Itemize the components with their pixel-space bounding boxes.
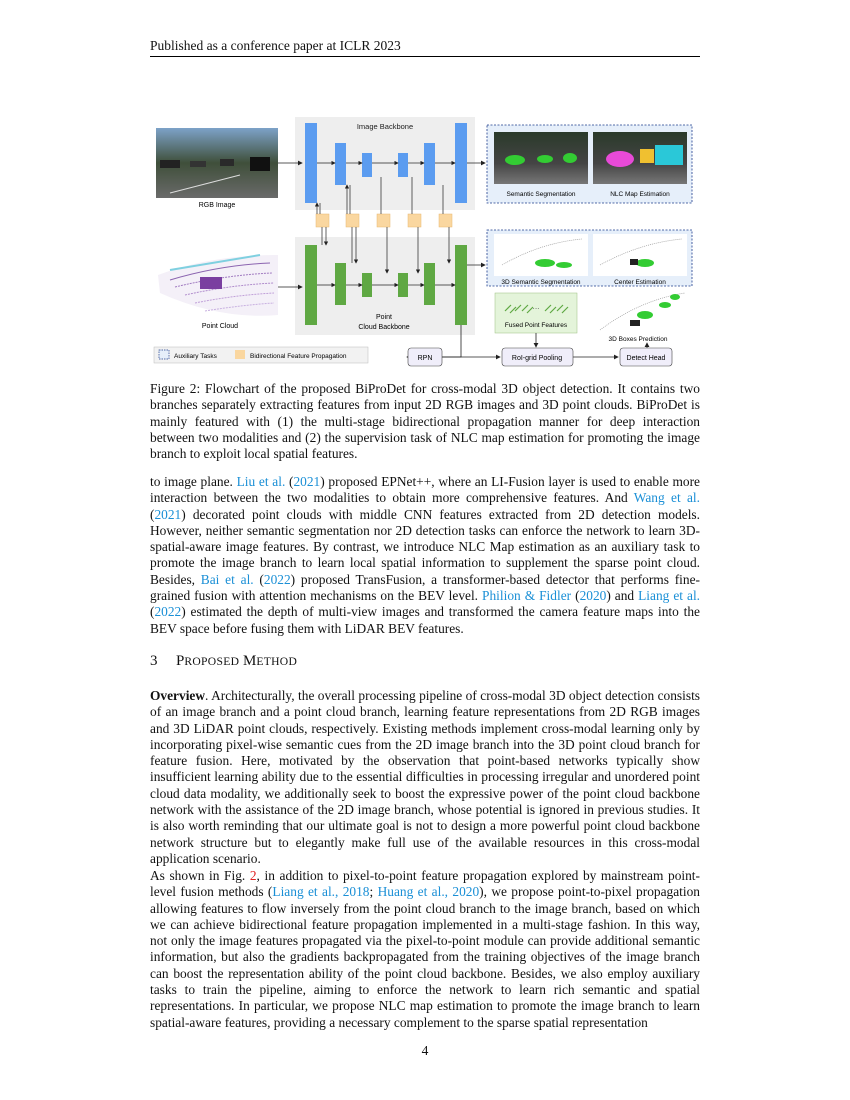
citation-link[interactable]: Bai et al. <box>200 571 254 587</box>
citation-link[interactable]: 2021 <box>154 506 182 522</box>
semantic-seg-label: Semantic Segmentation <box>506 191 576 198</box>
boxes-prediction-image <box>600 293 685 330</box>
citation-link[interactable]: 2021 <box>293 474 321 489</box>
page-number: 4 <box>421 1043 429 1058</box>
propagation-modules <box>316 214 452 227</box>
fused-point-features-label: Fused Point Features <box>504 322 568 329</box>
seg-3d-label: 3D Semantic Segmentation <box>501 279 581 286</box>
point-backbone-label-2: Cloud Backbone <box>358 324 410 331</box>
citation-link[interactable]: Wang et al. <box>633 490 700 506</box>
point-backbone-label-1: Point <box>376 314 392 321</box>
seg-3d-image <box>494 234 588 276</box>
svg-text:···: ··· <box>532 305 540 313</box>
header-rule <box>150 56 700 57</box>
section-heading: 3 PROPOSED METHOD <box>150 653 298 669</box>
detect-head-label: Detect Head <box>626 355 666 362</box>
citation-link[interactable]: Philion & Fidler <box>482 588 572 604</box>
boxes-prediction-label: 3D Boxes Prediction <box>608 336 668 343</box>
citation-link[interactable]: Liu et al. <box>236 474 286 489</box>
running-header: Published as a conference paper at ICLR 2023 <box>150 38 401 53</box>
citation-link[interactable]: 2022 <box>154 604 182 620</box>
citation-link[interactable]: 2020 <box>579 588 607 604</box>
figure-caption <box>150 381 700 462</box>
roi-pooling-label: RoI-grid Pooling <box>511 355 563 362</box>
citation-link[interactable]: 2022 <box>263 571 291 587</box>
flowchart-diagram <box>150 115 700 370</box>
section-number: 3 <box>150 653 158 669</box>
overview-lead: Overview <box>150 688 206 703</box>
center-est-image <box>593 234 687 276</box>
nlc-map-label: NLC Map Estimation <box>610 191 670 198</box>
image-backbone-label: Image Backbone <box>356 122 414 131</box>
center-est-label: Center Estimation <box>614 279 666 286</box>
legend-bfp-label: Bidirectional Feature Propagation <box>250 353 347 360</box>
citation-link[interactable]: Liang et al. <box>638 588 701 604</box>
point-cloud-image <box>158 255 278 316</box>
citation-link[interactable]: Huang et al., 2020 <box>377 884 480 900</box>
figure-ref-link[interactable]: 2 <box>249 868 257 883</box>
paragraph-bidirectional: As shown in Fig. 2, in addition to pixel-to-point feature propagation explored by mainstream point-level fusion methods (Liang et al., 2018; Huang et al., 2020), we propose point-to-pixel propagation allowing features to flow inversely from the point cloud branch to the image branch, based on which we can achieve bidirectional feature propagation implemented in a multi-stage fashion. In this way, not only the image features propagated via the pixel-to-point module can provide additional semantic information, but also the gradients backpropagated from the training objectives of the image branch can boost the representation ability of the point cloud backbone. Besides, we also employ auxiliary tasks to train the pipeline, aiming to enforce the network to learn rich semantic and spatial representations. In particular, we propose NLC map estimation to promote the image branch to learn spatial-aware features, providing a necessary complement to the sparse spatial representation <box>150 868 700 1030</box>
rgb-image-label: RGB Image <box>198 202 236 209</box>
figure-2 <box>150 115 700 370</box>
legend-aux-label: Auxiliary Tasks <box>174 353 217 360</box>
citation-link[interactable]: Liang et al., 2018 <box>272 884 370 900</box>
point-cloud-label: Point Cloud <box>201 323 239 330</box>
paragraph-overview: Overview. Architecturally, the overall processing pipeline of cross-modal 3D object detection consists of an image branch and a point cloud branch, learning feature representations from 2D RGB images and 3D LiDAR point clouds, respectively. Existing methods implement cross-modal learning only by incorporating pixel-wise semantic cues from the 2D image branch into the 3D point cloud branch for feature fusion. Here, motivated by the observation that point-based networks typically show insufficient learning ability due to the essential difficulties in processing irregular and unordered point cloud data modality, we additionally seek to boost the expressive power of the point cloud backbone network with the assistance of the 2D image branch, whose potential is ignored in previous studies. It is also worth reminding that our ultimate goal is not to design a more powerful point cloud backbone network structure but to elegantly make full use of the available resources in this cross-modal application scenario. <box>150 688 700 866</box>
paragraph-related-work: to image plane. Liu et al. (2021) proposed EPNet++, where an LI-Fusion layer is used to enable more interaction between the two modalities to obtain more comprehensive features. And Wang et al. (2021) decorated point clouds with middle CNN features extracted from 2D detection models. However, neither semantic segmentation nor 2D detection tasks can enforce the network to learn 3D-spatial-aware image features. By contrast, we introduce NLC Map estimation as an auxiliary task to promote the image branch to learn local spatial information to supplement the sparse point cloud. Besides, Bai et al. (2022) proposed TransFusion, a transformer-based detector that performs fine-grained fusion with attention mechanisms on the BEV level. Philion & Fidler (2020) and Liang et al. (2022) estimated the depth of multi-view images and transformed the camera feature maps into the BEV space before fusing them with LiDAR BEV features. <box>150 474 701 636</box>
rpn-label: RPN <box>417 355 433 362</box>
caption-text: Flowchart of the proposed BiProDet for cross-modal 3D object detection. It contains two branches separately extracting features from input 2D RGB images and 3D point clouds. BiProDet is mainly featured with (1) the multi-stage bidirectional propagation manner for deep interaction between two modalities and (2) the supervision task of NLC map estimation for promoting the image branch to exploit local spatial features. <box>150 381 700 462</box>
caption-label: Figure 2: <box>150 381 201 396</box>
